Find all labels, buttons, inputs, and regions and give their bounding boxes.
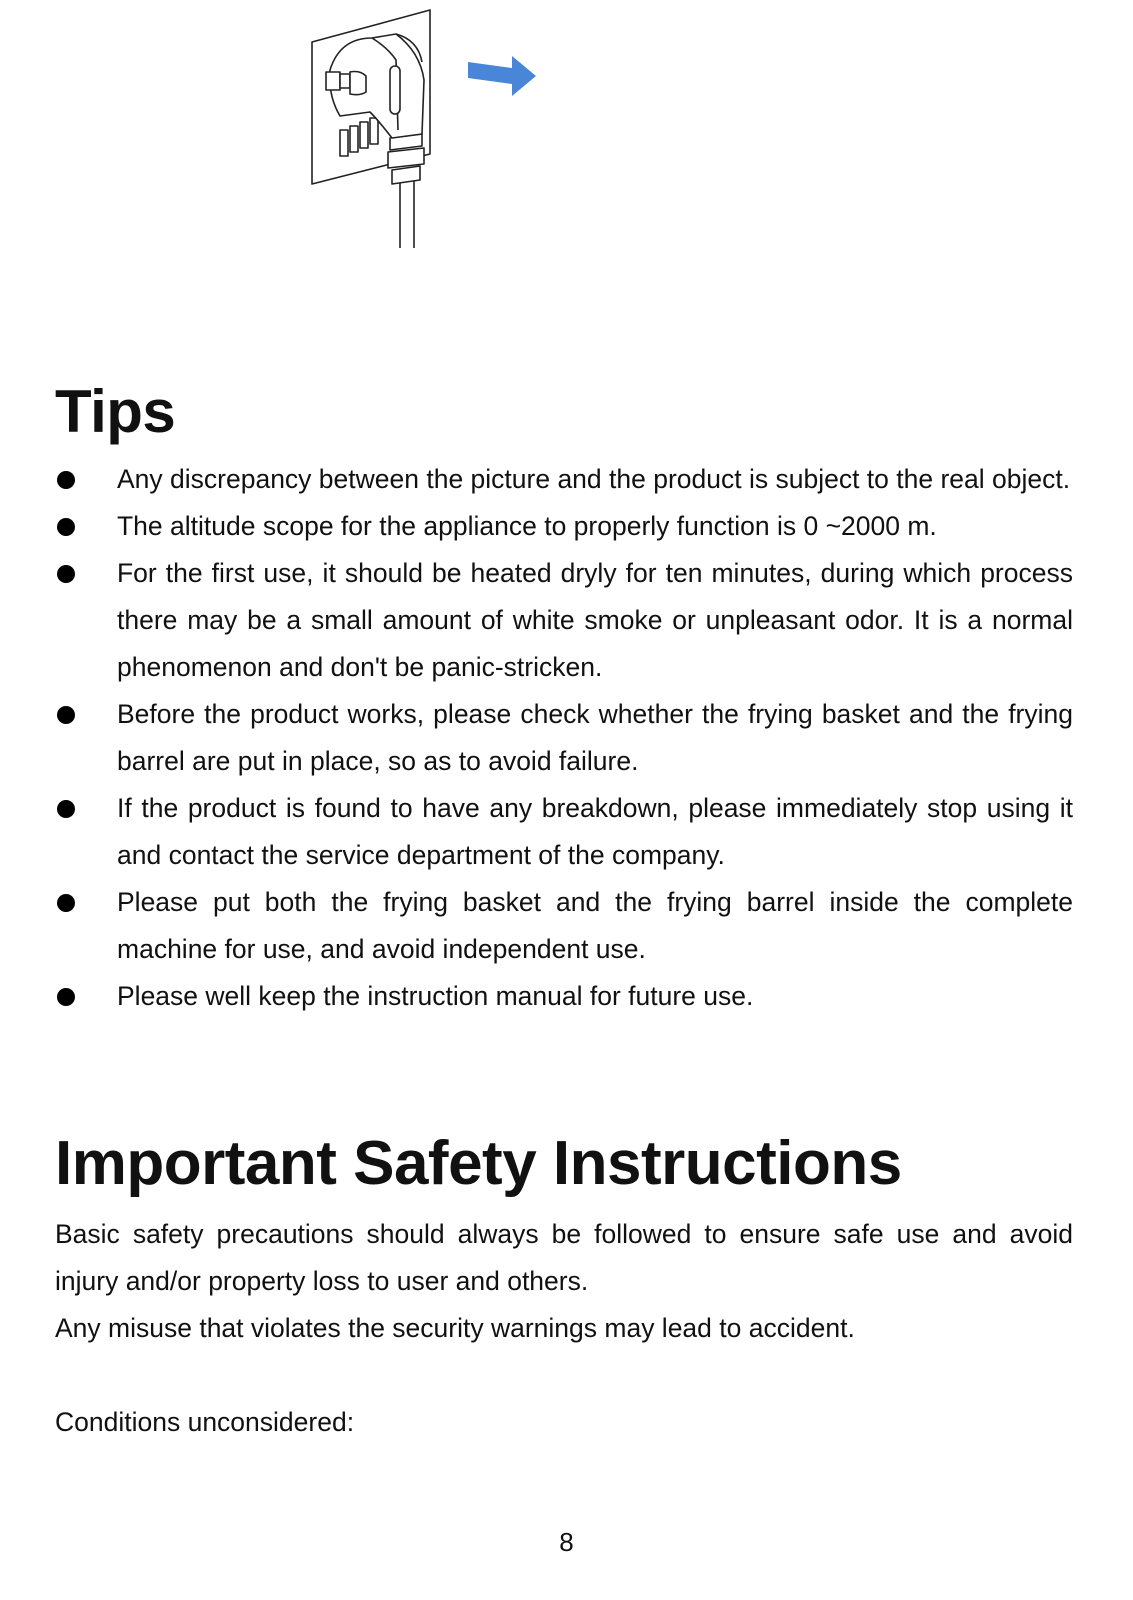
tip-item: The altitude scope for the appliance to properly function is 0 ~2000 m.	[55, 503, 1073, 550]
tips-list	[55, 456, 1073, 1020]
bullet-icon	[57, 800, 75, 818]
tip-item: Before the product works, please check whether the frying basket and the frying barrel are put in place, so as to avoid failure.	[55, 691, 1073, 785]
plug-in-wall-socket-icon	[300, 0, 560, 260]
safety-paragraph: Any misuse that violates the security warnings may lead to accident.	[55, 1313, 855, 1343]
safety-paragraph: Basic safety precautions should always be followed to ensure safe use and avoid injury and/or property loss to user and others.	[55, 1219, 1073, 1296]
safety-heading: Important Safety Instructions	[55, 1129, 902, 1198]
tips-heading: Tips	[55, 378, 176, 445]
tip-item: For the first use, it should be heated dryly for ten minutes, during which process there may be a small amount of white smoke or unpleasant odor. It is a normal phenomenon and don't be panic-stricken.	[55, 550, 1073, 691]
bullet-icon	[57, 706, 75, 724]
bullet-icon	[57, 471, 75, 489]
bullet-icon	[57, 988, 75, 1006]
conditions-label: Conditions unconsidered:	[55, 1407, 355, 1437]
tip-item: If the product is found to have any breakdown, please immediately stop using it and contact the service department of the company.	[55, 785, 1073, 879]
bullet-icon	[57, 565, 75, 583]
safety-intro	[55, 1211, 1073, 1352]
bullet-icon	[57, 894, 75, 912]
page-number: 8	[559, 1527, 574, 1557]
tip-item: Please well keep the instruction manual for future use.	[55, 973, 1073, 1020]
bullet-icon	[57, 518, 75, 536]
arrow-right-icon	[468, 56, 536, 96]
tip-item: Any discrepancy between the picture and the product is subject to the real object.	[55, 456, 1073, 503]
tip-item: Please put both the frying basket and the frying barrel inside the complete machine for use, and avoid independent use.	[55, 879, 1073, 973]
plug-illustration	[300, 0, 560, 260]
